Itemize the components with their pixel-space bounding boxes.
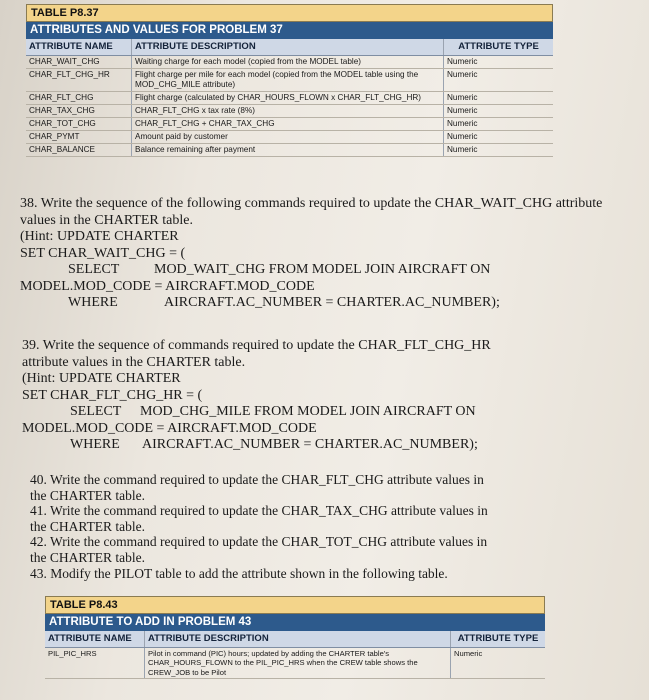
- row-name: CHAR_TOT_CHG: [26, 118, 132, 130]
- q38-select-clause: [20, 262, 602, 279]
- header-attribute-type: ATTRIBUTE TYPE: [457, 633, 539, 644]
- table-caption: TABLE P8.37: [26, 4, 553, 22]
- table-header-row: [45, 631, 545, 648]
- sql-where-body: AIRCRAFT.AC_NUMBER = CHARTER.AC_NUMBER);: [142, 437, 478, 452]
- q39-text: 39. Write the sequence of commands required to update the CHAR_FLT_CHG_HR: [22, 338, 491, 353]
- sql-keyword-where: WHERE: [70, 437, 120, 452]
- q38-set-clause: SET CHAR_WAIT_CHG = (: [20, 245, 186, 261]
- row-name: PIL_PIC_HRS: [45, 648, 145, 678]
- table-row: [26, 144, 553, 157]
- table-p8-43: [45, 596, 545, 679]
- row-description: Pilot in command (PIC) hours; updated by adding the CHARTER table's CHAR_HOURS_FLOWN to the PIL_PIC_HRS when the CREW table shows the CREW_JOB to be Pilot: [145, 648, 451, 678]
- header-attribute-description: ATTRIBUTE DESCRIPTION: [132, 39, 444, 55]
- row-name: CHAR_FLT_CHG: [26, 92, 132, 104]
- table-title: ATTRIBUTES AND VALUES FOR PROBLEM 37: [26, 22, 553, 39]
- table-p8-37: [26, 4, 553, 157]
- q39-select-clause: [22, 404, 491, 421]
- row-name: CHAR_BALANCE: [26, 144, 132, 156]
- q38-text: 38. Write the sequence of the following commands required to update the CHAR_WAIT_CHG attribute: [20, 196, 603, 211]
- row-name: CHAR_TAX_CHG: [26, 105, 132, 117]
- q39-text: attribute values in the CHARTER table.: [22, 354, 246, 370]
- header-attribute-description: ATTRIBUTE DESCRIPTION: [145, 631, 451, 647]
- header-attribute-type: ATTRIBUTE TYPE: [458, 41, 539, 52]
- row-description: CHAR_FLT_CHG x tax rate (8%): [132, 105, 444, 117]
- header-attribute-name: ATTRIBUTE NAME: [26, 39, 132, 55]
- row-type: Numeric: [447, 119, 478, 128]
- row-type: Numeric: [447, 93, 478, 102]
- sql-keyword-select: SELECT: [68, 262, 120, 277]
- sql-keyword-select: SELECT: [70, 404, 122, 419]
- row-type: Numeric: [447, 106, 478, 115]
- q38-join-condition: MODEL.MOD_CODE = AIRCRAFT.MOD_CODE: [20, 278, 315, 294]
- row-type: Numeric: [447, 145, 478, 154]
- sql-where-body: AIRCRAFT.AC_NUMBER = CHARTER.AC_NUMBER);: [164, 295, 500, 310]
- q39-join-condition: MODEL.MOD_CODE = AIRCRAFT.MOD_CODE: [22, 420, 317, 436]
- table-row: [26, 105, 553, 118]
- row-description: Amount paid by customer: [132, 131, 444, 143]
- question-line: the CHARTER table.: [30, 549, 146, 565]
- q39-hint: (Hint: UPDATE CHARTER: [22, 371, 181, 386]
- table-title: ATTRIBUTE TO ADD IN PROBLEM 43: [45, 614, 545, 631]
- question-line: 43. Modify the PILOT table to add the attribute shown in the following table.: [30, 565, 448, 581]
- question-38: [20, 196, 602, 312]
- question-39: [22, 338, 491, 454]
- table-row: [26, 56, 553, 69]
- q38-hint: (Hint: UPDATE CHARTER: [20, 229, 179, 244]
- header-attribute-name: ATTRIBUTE NAME: [45, 631, 145, 647]
- row-type: Numeric: [447, 57, 478, 66]
- row-name: CHAR_FLT_CHG_HR: [26, 69, 132, 91]
- row-name: CHAR_WAIT_CHG: [26, 56, 132, 68]
- table-header-row: [26, 39, 553, 56]
- question-line: 42. Write the command required to update the CHAR_TOT_CHG attribute values in: [30, 534, 488, 550]
- sql-select-body: MOD_WAIT_CHG FROM MODEL JOIN AIRCRAFT ON: [154, 262, 491, 277]
- question-line: the CHARTER table.: [30, 518, 146, 534]
- row-type: Numeric: [454, 649, 483, 658]
- row-description: Flight charge (calculated by CHAR_HOURS_FLOWN x CHAR_FLT_CHG_HR): [132, 92, 444, 104]
- table-row: [26, 92, 553, 105]
- row-type: Numeric: [447, 132, 478, 141]
- row-name: CHAR_PYMT: [26, 131, 132, 143]
- question-line: 40. Write the command required to update the CHAR_FLT_CHG attribute values in: [30, 472, 484, 487]
- row-description: Balance remaining after payment: [132, 144, 444, 156]
- row-description: CHAR_FLT_CHG + CHAR_TAX_CHG: [132, 118, 444, 130]
- question-line: the CHARTER table.: [30, 487, 146, 503]
- table-row: [26, 131, 553, 144]
- sql-keyword-where: WHERE: [68, 295, 118, 310]
- table-row: [26, 69, 553, 92]
- row-type: Numeric: [447, 70, 478, 79]
- table-caption: TABLE P8.43: [45, 596, 545, 614]
- row-description: Flight charge per mile for each model (copied from the MODEL table using the MOD_CHG_MILE attribute): [132, 69, 444, 91]
- row-description: Waiting charge for each model (copied from the MODEL table): [132, 56, 444, 68]
- questions-40-43: [30, 472, 488, 581]
- sql-select-body: MOD_CHG_MILE FROM MODEL JOIN AIRCRAFT ON: [140, 404, 476, 419]
- table-row: [45, 648, 545, 679]
- table-row: [26, 118, 553, 131]
- q39-where-clause: [22, 437, 491, 454]
- q39-set-clause: SET CHAR_FLT_CHG_HR = (: [22, 387, 203, 403]
- q38-text: values in the CHARTER table.: [20, 212, 193, 228]
- question-line: 41. Write the command required to update the CHAR_TAX_CHG attribute values in: [30, 503, 488, 519]
- q38-where-clause: [20, 295, 602, 312]
